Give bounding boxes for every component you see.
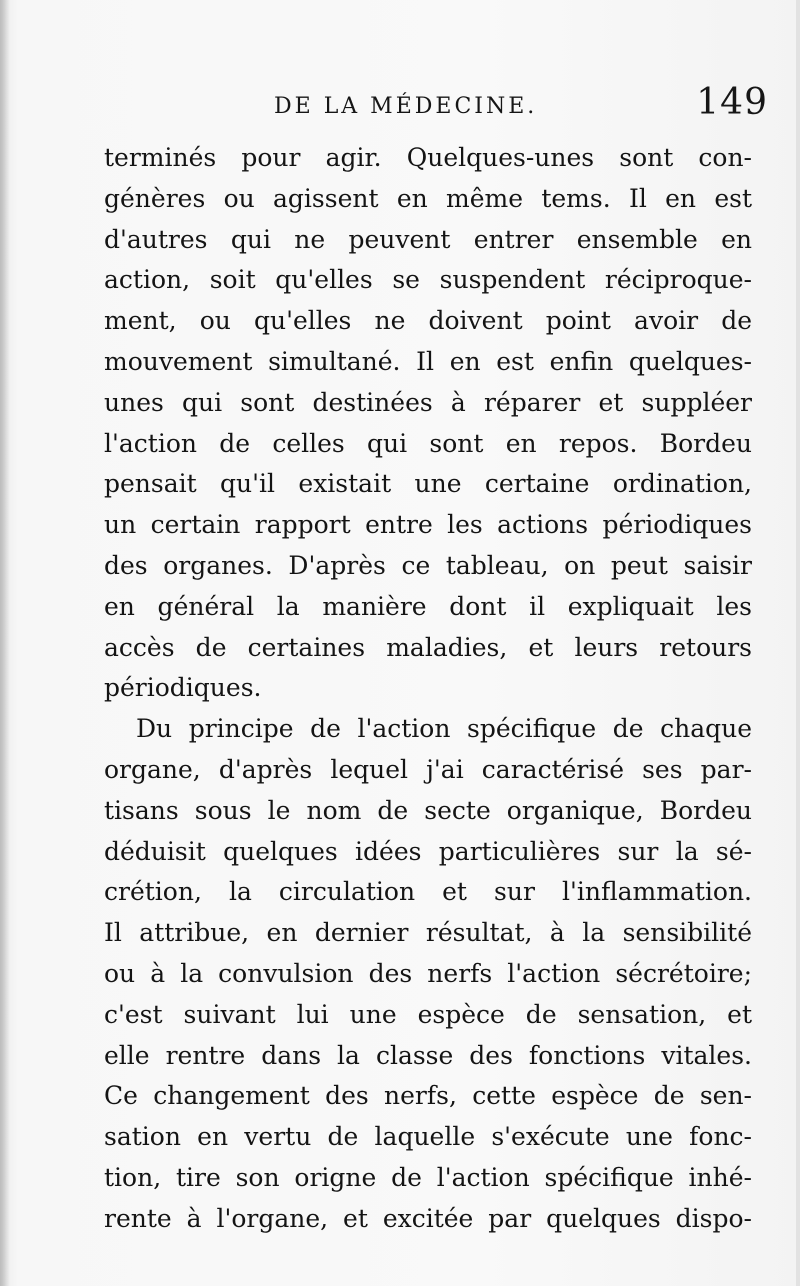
text-line: tisans sous le nom de secte organique, Bordeu [104, 795, 752, 825]
text-line: Il attribue, en dernier résultat, à la sensibilité [104, 918, 752, 948]
text-line: accès de certaines maladies, et leurs retours [104, 632, 752, 662]
text-line: action, soit qu'elles se suspendent réciproque- [104, 265, 752, 295]
text-line: ou à la convulsion des nerfs l'action sécrétoire; [104, 958, 752, 988]
text-line: des organes. D'après ce tableau, on peut saisir [104, 550, 752, 580]
text-line: organe, d'après lequel j'ai caractérisé ses par- [104, 754, 752, 784]
running-title: DE LA MÉDECINE. [274, 94, 538, 119]
text-line: elle rentre dans la classe des fonctions vitales. [104, 1040, 752, 1070]
text-line: périodiques. [104, 673, 262, 703]
text-line: c'est suivant lui une espèce de sensation, et [104, 999, 752, 1029]
page-gutter-shadow [0, 0, 10, 1286]
text-line: Du principe de l'action spécifique de chaque [136, 714, 752, 744]
text-line: génères ou agissent en même tems. Il en est [104, 183, 752, 213]
text-line: déduisit quelques idées particulières sur la sé- [104, 836, 752, 866]
text-line: terminés pour agir. Quelques-unes sont con- [104, 143, 752, 172]
text-line: d'autres qui ne peuvent entrer ensemble en [104, 224, 752, 254]
text-line: en général la manière dont il expliquait les [104, 591, 752, 621]
page-number: 149 [696, 82, 768, 123]
text-line: tion, tire son origne de l'action spécifique inhé- [104, 1162, 752, 1192]
text-line: rente à l'organe, et excitée par quelques dispo- [104, 1203, 752, 1233]
body-text [104, 138, 752, 1240]
text-line: mouvement simultané. Il en est enfin quelques- [104, 346, 752, 376]
running-head [104, 82, 768, 132]
text-line: crétion, la circulation et sur l'inflammation. [104, 877, 752, 907]
text-line: unes qui sont destinées à réparer et suppléer [104, 387, 752, 417]
text-line: l'action de celles qui sont en repos. Bordeu [104, 428, 752, 458]
text-line: un certain rapport entre les actions périodiques [104, 510, 752, 540]
text-line: pensait qu'il existait une certaine ordination, [104, 469, 752, 499]
text-line: Ce changement des nerfs, cette espèce de sen- [104, 1081, 752, 1111]
page-right-edge [796, 0, 800, 1286]
text-line: ment, ou qu'elles ne doivent point avoir de [104, 306, 752, 336]
text-line: sation en vertu de laquelle s'exécute une fonc- [104, 1122, 752, 1152]
